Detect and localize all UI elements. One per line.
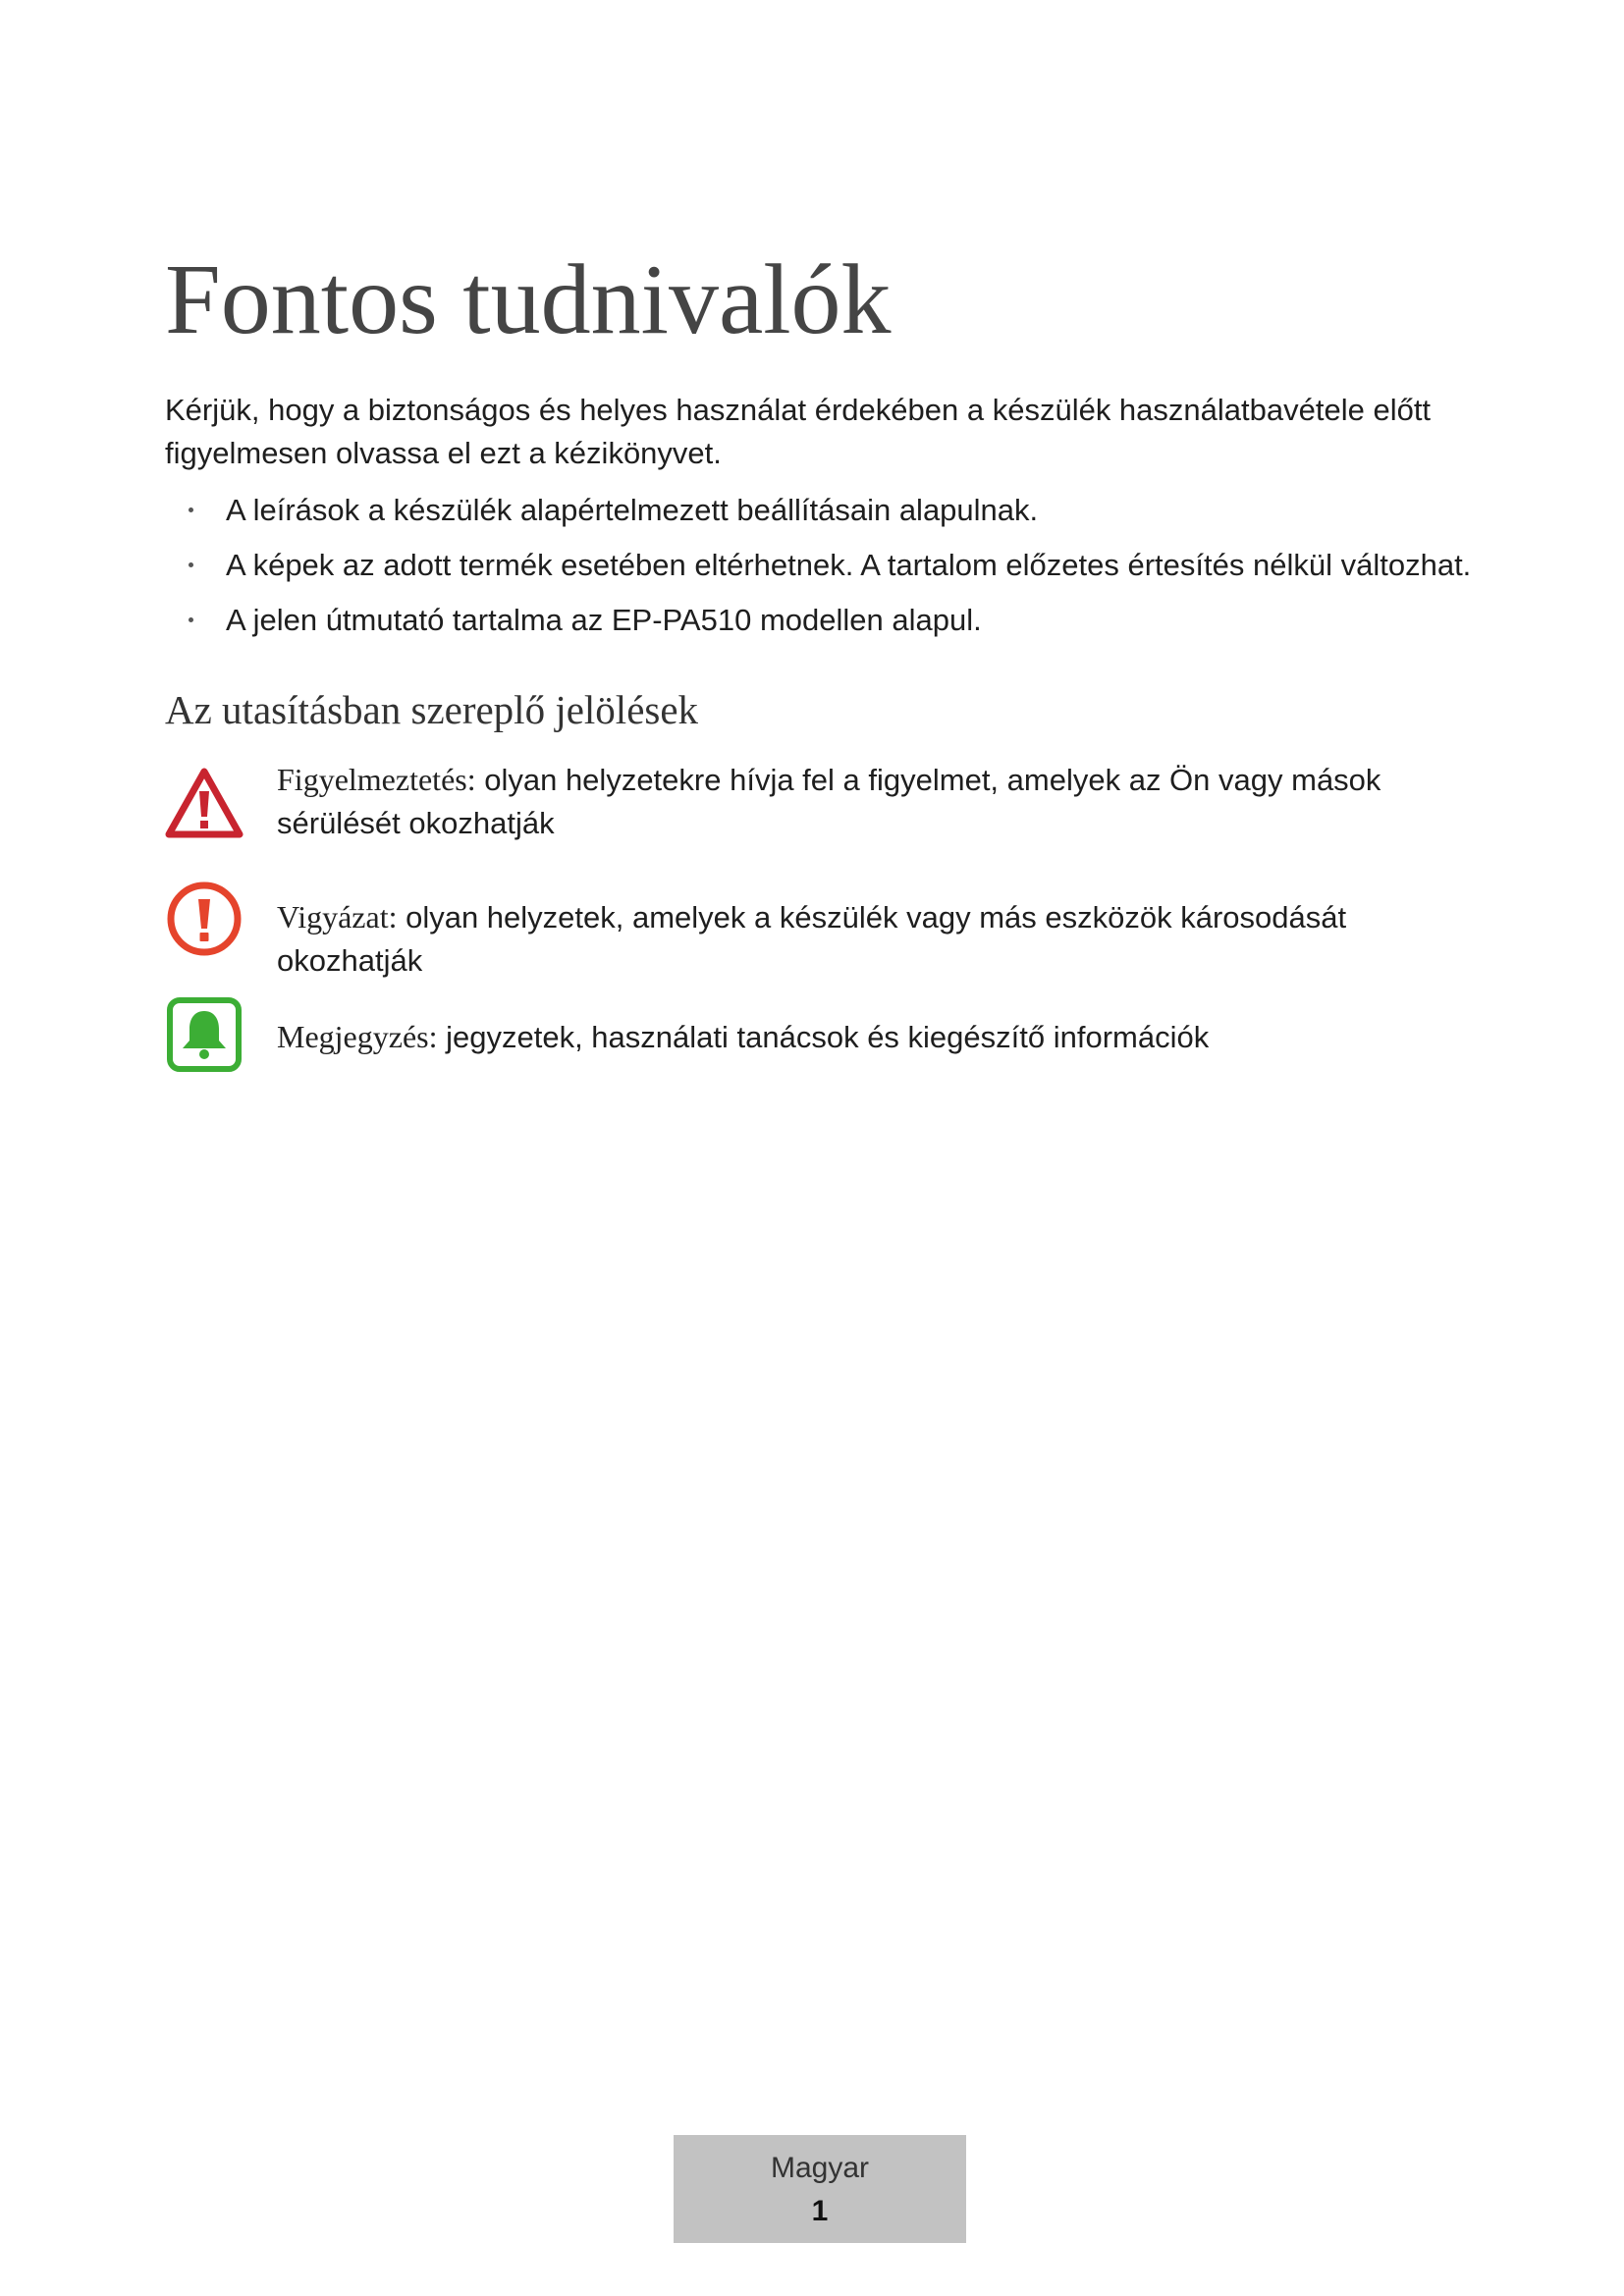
list-item bbox=[165, 544, 1471, 587]
section-heading: Az utasításban szereplő jelölések bbox=[165, 687, 699, 732]
bullet-list bbox=[165, 489, 1471, 654]
page-title: Fontos tudnivalók bbox=[165, 244, 892, 355]
warning-triangle-icon bbox=[165, 766, 244, 844]
list-item bbox=[165, 599, 1471, 642]
page-footer bbox=[674, 2135, 966, 2243]
bullet-text: A képek az adott termék esetében eltérhetnek. A tartalom előzetes értesítés nélkül változhat. bbox=[226, 548, 1472, 582]
bullet-text: A leírások a készülék alapértelmezett beállításain alapulnak. bbox=[226, 493, 1039, 527]
notice-term: Vigyázat: bbox=[277, 899, 398, 934]
notice-text bbox=[277, 895, 1455, 983]
notice-text bbox=[277, 758, 1455, 845]
intro-paragraph: Kérjük, hogy a biztonságos és helyes használat érdekében a készülék használatbavétele előtt figyelmesen olvassa el ezt a kézikönyvet. bbox=[165, 393, 1432, 470]
notice-description: olyan helyzetek, amelyek a készülék vagy más eszközök károsodását okozhatják bbox=[277, 900, 1347, 978]
notice-term: Figyelmeztetés: bbox=[277, 762, 476, 797]
list-item bbox=[165, 489, 1471, 532]
bullet-dot-icon bbox=[189, 507, 193, 512]
bullet-dot-icon bbox=[189, 617, 193, 622]
notice-text bbox=[277, 1015, 1455, 1059]
notice-term: Megjegyzés: bbox=[277, 1019, 438, 1054]
page-number: 1 bbox=[811, 2195, 829, 2227]
footer-language: Magyar bbox=[770, 2152, 870, 2184]
caution-exclamation-icon bbox=[165, 880, 244, 958]
bullet-dot-icon bbox=[189, 562, 193, 567]
notice-description: olyan helyzetekre hívja fel a figyelmet, amelyek az Ön vagy mások sérülését okozhatják bbox=[277, 763, 1381, 840]
note-bell-icon bbox=[165, 995, 244, 1074]
notice-description: jegyzetek, használati tanácsok és kiegészítő információk bbox=[437, 1020, 1210, 1054]
bullet-text: A jelen útmutató tartalma az EP-PA510 modellen alapul. bbox=[226, 603, 982, 637]
